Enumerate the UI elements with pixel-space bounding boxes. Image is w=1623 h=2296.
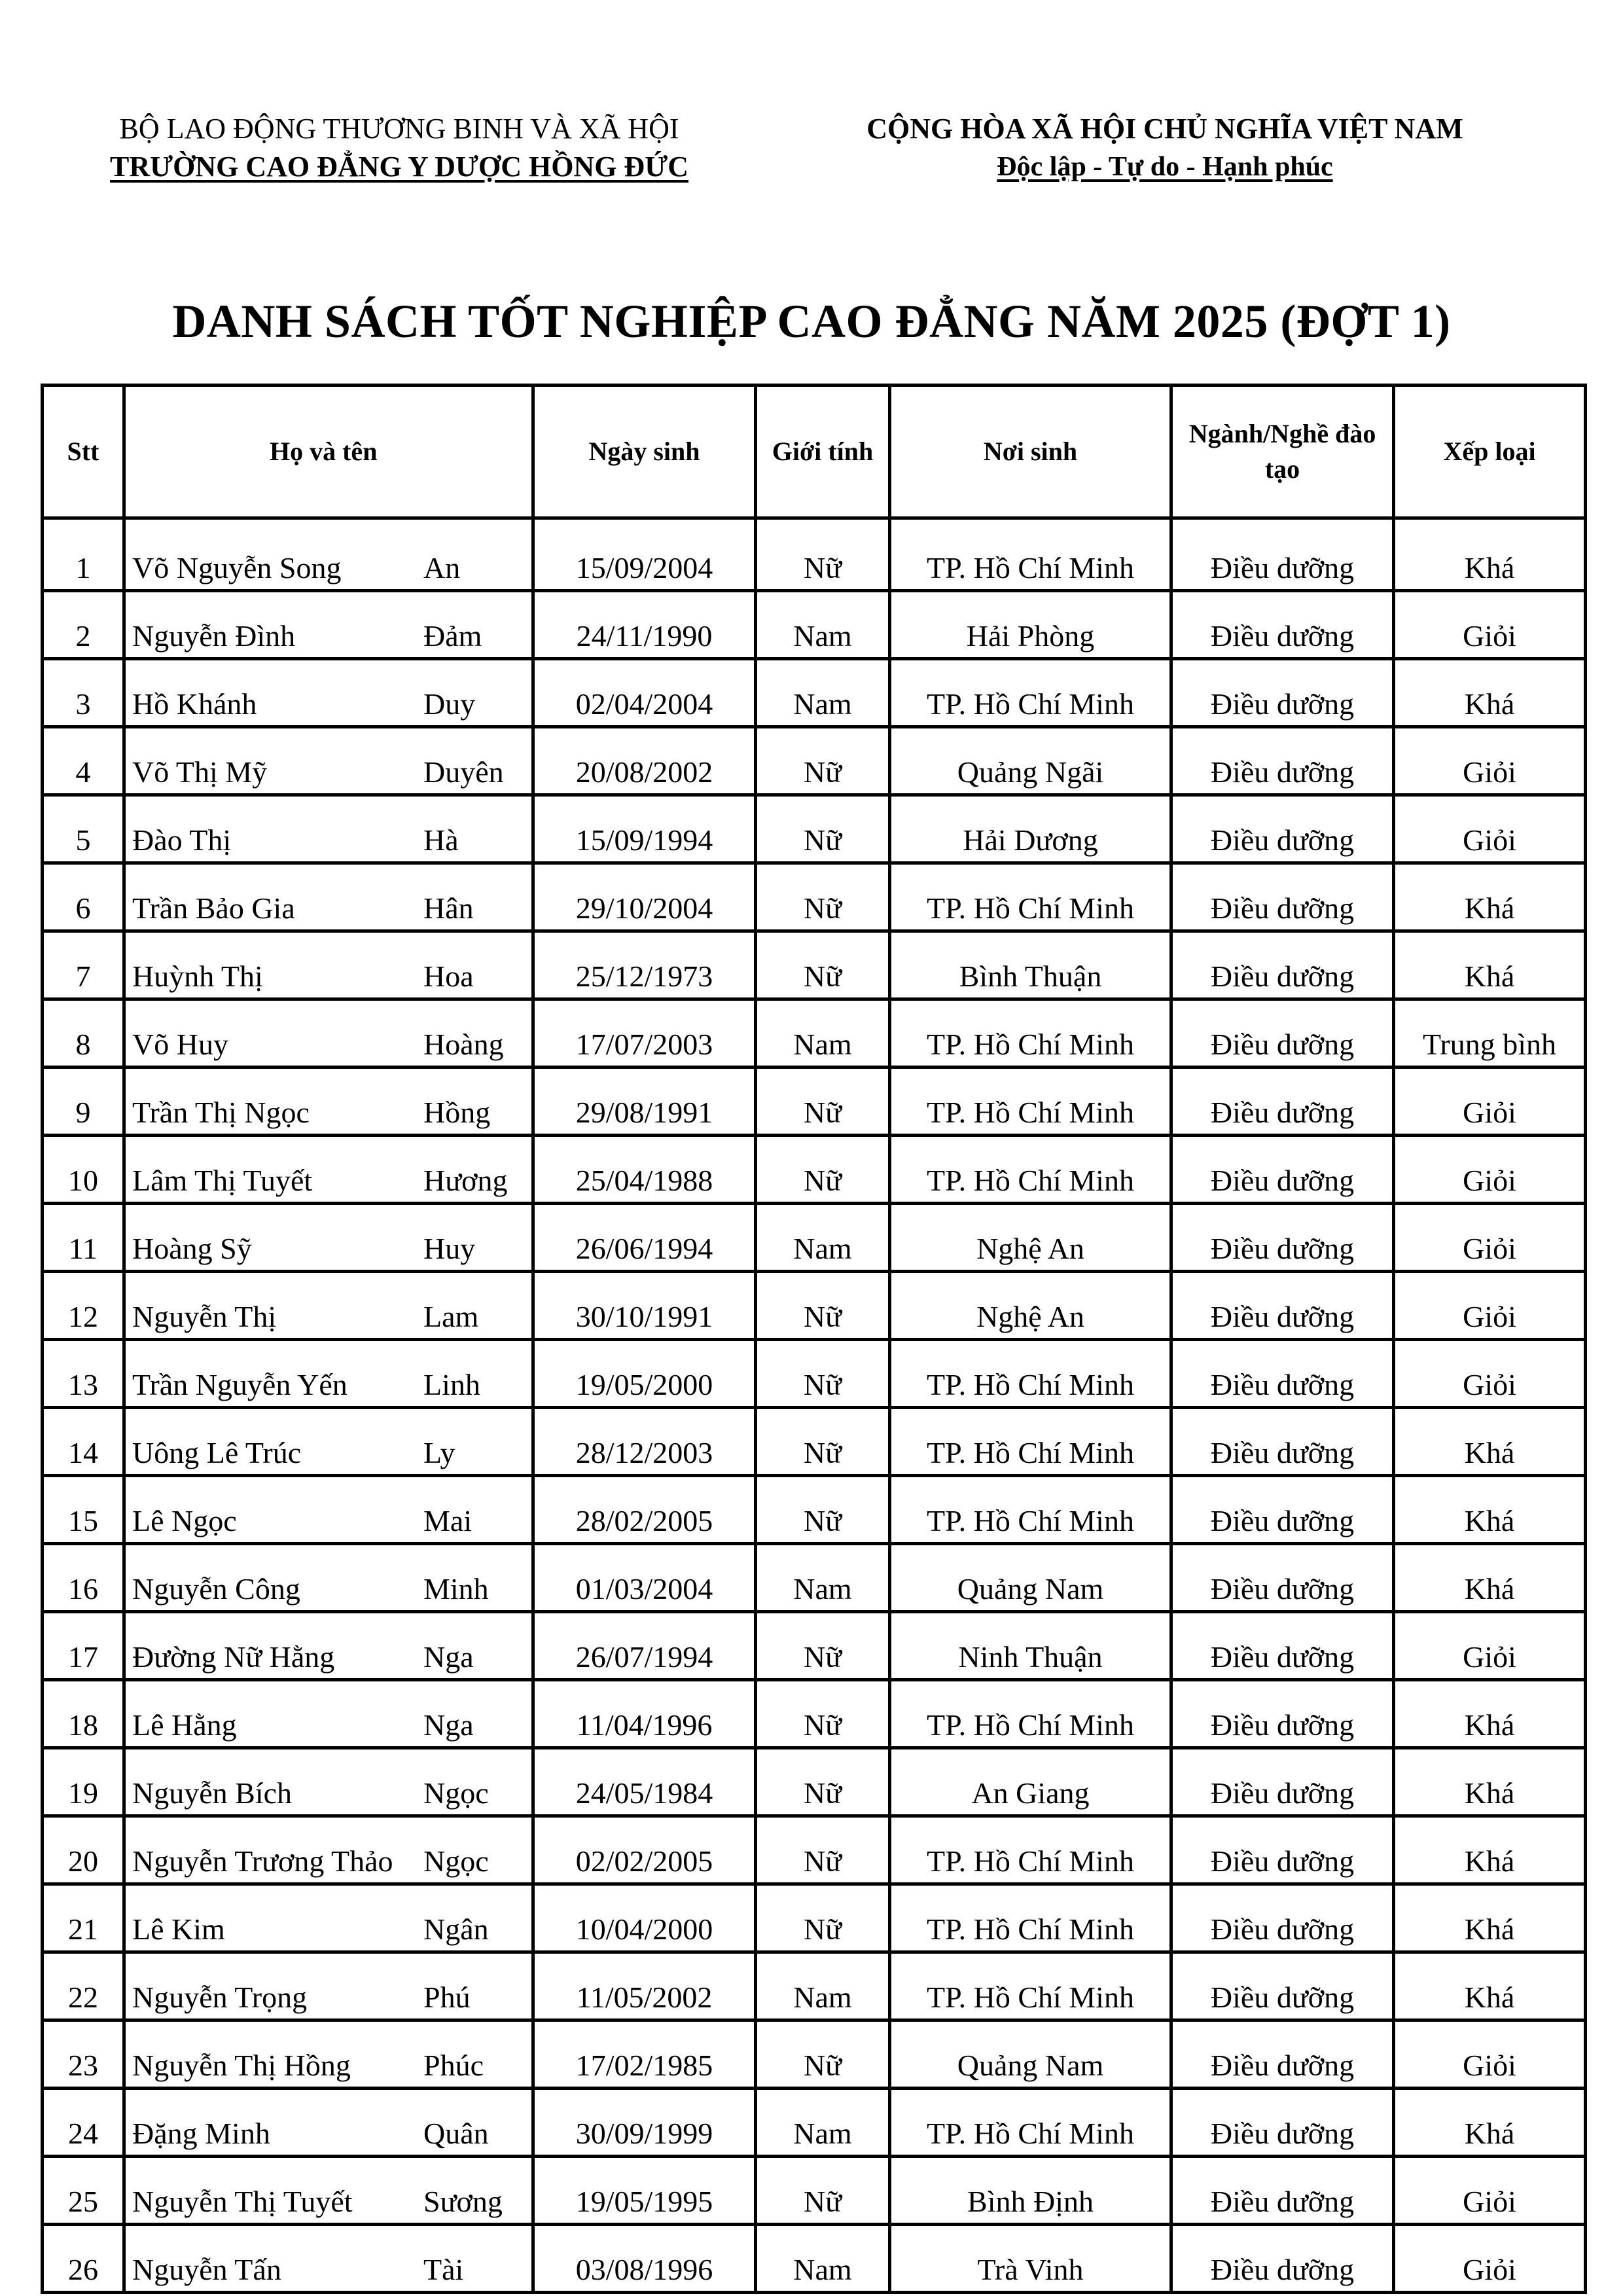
cell-dob: 25/04/1988 [533, 1136, 756, 1204]
cell-first-name: Tài [423, 2253, 464, 2286]
cell-sex: Nam [756, 1204, 890, 1272]
cell-major: Điều dưỡng [1171, 863, 1394, 931]
cell-birthplace: TP. Hồ Chí Minh [890, 1136, 1171, 1204]
national-motto: Độc lập - Tự do - Hạnh phúc [997, 152, 1333, 182]
cell-stt: 12 [43, 1272, 124, 1340]
cell-rank: Khá [1394, 2089, 1586, 2157]
cell-first-name: Minh [423, 1572, 489, 1605]
column-header-birthplace: Nơi sinh [890, 386, 1171, 518]
cell-major: Điều dưỡng [1171, 2089, 1394, 2157]
cell-last-name: Hoàng Sỹ [132, 1232, 252, 1265]
table-row [43, 1067, 1586, 1136]
cell-first-name: Mai [423, 1504, 473, 1537]
cell-dob: 29/08/1991 [533, 1067, 756, 1136]
cell-sex: Nữ [756, 2020, 890, 2089]
graduation-table [41, 384, 1587, 2294]
cell-name [124, 2089, 533, 2157]
cell-first-name: Hoa [423, 960, 474, 993]
cell-birthplace: TP. Hồ Chí Minh [890, 1816, 1171, 1884]
cell-major: Điều dưỡng [1171, 1884, 1394, 1952]
cell-sex: Nữ [756, 1476, 890, 1544]
cell-last-name: Đặng Minh [132, 2117, 270, 2150]
cell-major: Điều dưỡng [1171, 1612, 1394, 1680]
cell-last-name: Võ Thị Mỹ [132, 755, 268, 789]
cell-name [124, 863, 533, 931]
cell-sex: Nam [756, 2225, 890, 2293]
table-header-row [43, 386, 1586, 518]
cell-last-name: Nguyễn Bích [132, 1776, 293, 1810]
cell-name [124, 2020, 533, 2089]
cell-sex: Nữ [756, 1136, 890, 1204]
cell-birthplace: TP. Hồ Chí Minh [890, 1340, 1171, 1408]
cell-stt: 24 [43, 2089, 124, 2157]
cell-birthplace: Quảng Nam [890, 1544, 1171, 1612]
table-row [43, 1952, 1586, 2020]
cell-birthplace: Hải Dương [890, 795, 1171, 863]
cell-name [124, 1272, 533, 1340]
cell-first-name: Quân [423, 2117, 489, 2150]
cell-first-name: Hà [423, 823, 459, 857]
cell-major: Điều dưỡng [1171, 1067, 1394, 1136]
cell-stt: 19 [43, 1748, 124, 1816]
cell-stt: 10 [43, 1136, 124, 1204]
table-row [43, 1204, 1586, 1272]
cell-last-name: Đào Thị [132, 823, 232, 857]
cell-sex: Nữ [756, 1272, 890, 1340]
cell-first-name: Ngọc [423, 1776, 489, 1810]
cell-dob: 28/12/2003 [533, 1408, 756, 1476]
cell-name [124, 1136, 533, 1204]
cell-stt: 8 [43, 999, 124, 1067]
table-row [43, 2020, 1586, 2089]
cell-last-name: Lê Hằng [132, 1708, 237, 1742]
cell-sex: Nữ [756, 931, 890, 999]
cell-birthplace: TP. Hồ Chí Minh [890, 1884, 1171, 1952]
cell-birthplace: TP. Hồ Chí Minh [890, 999, 1171, 1067]
cell-dob: 15/09/1994 [533, 795, 756, 863]
table-row [43, 863, 1586, 931]
cell-birthplace: Nghệ An [890, 1204, 1171, 1272]
table-row [43, 1272, 1586, 1340]
cell-birthplace: Trà Vinh [890, 2225, 1171, 2293]
cell-first-name: Duyên [423, 755, 504, 789]
cell-major: Điều dưỡng [1171, 659, 1394, 727]
cell-name [124, 1816, 533, 1884]
cell-rank: Giỏi [1394, 795, 1586, 863]
cell-last-name: Hồ Khánh [132, 687, 257, 721]
column-header-stt: Stt [43, 386, 124, 518]
cell-stt: 1 [43, 518, 124, 591]
cell-major: Điều dưỡng [1171, 727, 1394, 795]
cell-first-name: Linh [423, 1368, 480, 1401]
cell-last-name: Nguyễn Trọng [132, 1981, 308, 2014]
table-row [43, 999, 1586, 1067]
cell-sex: Nữ [756, 795, 890, 863]
cell-sex: Nữ [756, 518, 890, 591]
table-row [43, 591, 1586, 659]
cell-major: Điều dưỡng [1171, 1476, 1394, 1544]
table-row [43, 1476, 1586, 1544]
cell-name [124, 795, 533, 863]
cell-dob: 17/02/1985 [533, 2020, 756, 2089]
cell-major: Điều dưỡng [1171, 1544, 1394, 1612]
cell-first-name: Lam [423, 1300, 479, 1333]
cell-major: Điều dưỡng [1171, 1408, 1394, 1476]
table-row [43, 518, 1586, 591]
cell-birthplace: Nghệ An [890, 1272, 1171, 1340]
cell-last-name: Lê Ngọc [132, 1504, 237, 1537]
cell-stt: 6 [43, 863, 124, 931]
cell-stt: 7 [43, 931, 124, 999]
cell-birthplace: TP. Hồ Chí Minh [890, 1952, 1171, 2020]
school-name: TRƯỜNG CAO ĐẲNG Y DƯỢC HỒNG ĐỨC [109, 151, 689, 183]
cell-dob: 25/12/1973 [533, 931, 756, 999]
cell-first-name: An [423, 551, 461, 584]
cell-birthplace: Bình Thuận [890, 931, 1171, 999]
cell-sex: Nam [756, 2089, 890, 2157]
cell-birthplace: TP. Hồ Chí Minh [890, 863, 1171, 931]
cell-sex: Nữ [756, 2157, 890, 2225]
cell-first-name: Huy [423, 1232, 476, 1265]
cell-major: Điều dưỡng [1171, 518, 1394, 591]
cell-last-name: Nguyễn Tấn [132, 2253, 281, 2286]
cell-birthplace: Quảng Nam [890, 2020, 1171, 2089]
table-row [43, 1884, 1586, 1952]
cell-birthplace: Quảng Ngãi [890, 727, 1171, 795]
cell-dob: 02/02/2005 [533, 1816, 756, 1884]
cell-sex: Nam [756, 1544, 890, 1612]
column-header-dob: Ngày sinh [533, 386, 756, 518]
cell-rank: Khá [1394, 1952, 1586, 2020]
cell-rank: Khá [1394, 931, 1586, 999]
cell-rank: Giỏi [1394, 2225, 1586, 2293]
cell-stt: 11 [43, 1204, 124, 1272]
cell-last-name: Nguyễn Đình [132, 619, 296, 653]
table-row [43, 2089, 1586, 2157]
cell-first-name: Đảm [423, 619, 482, 653]
cell-stt: 17 [43, 1612, 124, 1680]
cell-first-name: Sương [423, 2185, 503, 2218]
cell-dob: 24/11/1990 [533, 591, 756, 659]
cell-dob: 20/08/2002 [533, 727, 756, 795]
cell-birthplace: TP. Hồ Chí Minh [890, 1476, 1171, 1544]
cell-dob: 19/05/2000 [533, 1340, 756, 1408]
cell-last-name: Nguyễn Thị Tuyết [132, 2185, 353, 2218]
cell-stt: 18 [43, 1680, 124, 1748]
cell-major: Điều dưỡng [1171, 1680, 1394, 1748]
table-row [43, 2157, 1586, 2225]
cell-dob: 11/04/1996 [533, 1680, 756, 1748]
table-row [43, 1340, 1586, 1408]
cell-first-name: Ngân [423, 1912, 489, 1946]
cell-name [124, 1067, 533, 1136]
cell-last-name: Huỳnh Thị [132, 960, 263, 993]
cell-first-name: Nga [423, 1640, 474, 1674]
cell-rank: Giỏi [1394, 1204, 1586, 1272]
cell-name [124, 1340, 533, 1408]
column-header-major: Ngành/Nghề đào tạo [1171, 386, 1394, 518]
cell-sex: Nam [756, 999, 890, 1067]
national-name: CỘNG HÒA XÃ HỘI CHỦ NGHĨA VIỆT NAM [866, 113, 1463, 145]
cell-sex: Nam [756, 659, 890, 727]
cell-major: Điều dưỡng [1171, 1340, 1394, 1408]
cell-dob: 24/05/1984 [533, 1748, 756, 1816]
table-row [43, 1408, 1586, 1476]
cell-major: Điều dưỡng [1171, 795, 1394, 863]
cell-rank: Khá [1394, 1680, 1586, 1748]
cell-name [124, 659, 533, 727]
cell-dob: 10/04/2000 [533, 1884, 756, 1952]
cell-birthplace: Ninh Thuận [890, 1612, 1171, 1680]
cell-birthplace: TP. Hồ Chí Minh [890, 659, 1171, 727]
table-row [43, 2225, 1586, 2293]
cell-stt: 9 [43, 1067, 124, 1136]
cell-first-name: Hồng [423, 1096, 491, 1129]
cell-major: Điều dưỡng [1171, 1816, 1394, 1884]
cell-major: Điều dưỡng [1171, 2020, 1394, 2089]
cell-name [124, 1476, 533, 1544]
cell-dob: 29/10/2004 [533, 863, 756, 931]
cell-last-name: Uông Lê Trúc [132, 1436, 302, 1469]
cell-last-name: Nguyễn Thị [132, 1300, 277, 1333]
cell-stt: 16 [43, 1544, 124, 1612]
cell-dob: 19/05/1995 [533, 2157, 756, 2225]
cell-first-name: Phúc [423, 2049, 484, 2082]
cell-sex: Nữ [756, 1612, 890, 1680]
cell-birthplace: Hải Phòng [890, 591, 1171, 659]
cell-rank: Giỏi [1394, 1272, 1586, 1340]
cell-sex: Nữ [756, 1340, 890, 1408]
cell-stt: 14 [43, 1408, 124, 1476]
table-row [43, 1816, 1586, 1884]
cell-rank: Giỏi [1394, 727, 1586, 795]
cell-rank: Giỏi [1394, 1340, 1586, 1408]
cell-major: Điều dưỡng [1171, 1952, 1394, 2020]
cell-last-name: Đường Nữ Hằng [132, 1640, 335, 1674]
column-header-rank: Xếp loại [1394, 386, 1586, 518]
cell-stt: 2 [43, 591, 124, 659]
cell-rank: Khá [1394, 1816, 1586, 1884]
table-row [43, 795, 1586, 863]
cell-name [124, 1204, 533, 1272]
cell-major: Điều dưỡng [1171, 1136, 1394, 1204]
cell-dob: 17/07/2003 [533, 999, 756, 1067]
cell-stt: 5 [43, 795, 124, 863]
cell-birthplace: Bình Định [890, 2157, 1171, 2225]
cell-birthplace: TP. Hồ Chí Minh [890, 518, 1171, 591]
cell-first-name: Phú [423, 1981, 471, 2014]
cell-name [124, 999, 533, 1067]
cell-stt: 22 [43, 1952, 124, 2020]
cell-last-name: Trần Nguyễn Yến [132, 1368, 348, 1401]
cell-dob: 15/09/2004 [533, 518, 756, 591]
cell-first-name: Hương [423, 1164, 508, 1197]
cell-name [124, 1408, 533, 1476]
cell-rank: Giỏi [1394, 1136, 1586, 1204]
cell-rank: Khá [1394, 659, 1586, 727]
cell-name [124, 2157, 533, 2225]
cell-last-name: Lâm Thị Tuyết [132, 1164, 313, 1197]
cell-rank: Khá [1394, 1544, 1586, 1612]
cell-rank: Giỏi [1394, 2020, 1586, 2089]
cell-sex: Nam [756, 591, 890, 659]
cell-name [124, 1680, 533, 1748]
cell-sex: Nữ [756, 1884, 890, 1952]
cell-name [124, 1748, 533, 1816]
cell-sex: Nữ [756, 1067, 890, 1136]
cell-rank: Khá [1394, 1748, 1586, 1816]
cell-major: Điều dưỡng [1171, 591, 1394, 659]
cell-last-name: Trần Thị Ngọc [132, 1096, 310, 1129]
cell-last-name: Lê Kim [132, 1912, 225, 1946]
column-header-name: Họ và tên [124, 386, 533, 518]
cell-stt: 13 [43, 1340, 124, 1408]
cell-first-name: Nga [423, 1708, 474, 1742]
table-row [43, 1136, 1586, 1204]
cell-major: Điều dưỡng [1171, 2225, 1394, 2293]
cell-dob: 28/02/2005 [533, 1476, 756, 1544]
cell-dob: 30/10/1991 [533, 1272, 756, 1340]
cell-first-name: Duy [423, 687, 476, 721]
table-row [43, 727, 1586, 795]
cell-sex: Nam [756, 1952, 890, 2020]
cell-first-name: Ngọc [423, 1844, 489, 1878]
cell-stt: 4 [43, 727, 124, 795]
cell-birthplace: TP. Hồ Chí Minh [890, 1408, 1171, 1476]
cell-last-name: Nguyễn Công [132, 1572, 300, 1605]
cell-rank: Giỏi [1394, 1067, 1586, 1136]
cell-dob: 01/03/2004 [533, 1544, 756, 1612]
cell-major: Điều dưỡng [1171, 931, 1394, 999]
cell-name [124, 2225, 533, 2293]
cell-stt: 20 [43, 1816, 124, 1884]
cell-name [124, 727, 533, 795]
cell-rank: Giỏi [1394, 1612, 1586, 1680]
cell-dob: 26/07/1994 [533, 1612, 756, 1680]
cell-last-name: Trần Bảo Gia [132, 891, 295, 925]
cell-rank: Giỏi [1394, 2157, 1586, 2225]
cell-name [124, 1884, 533, 1952]
cell-name [124, 518, 533, 591]
cell-name [124, 1544, 533, 1612]
ministry-header [52, 110, 746, 186]
cell-rank: Khá [1394, 518, 1586, 591]
cell-birthplace: TP. Hồ Chí Minh [890, 1067, 1171, 1136]
page-title: DANH SÁCH TỐT NGHIỆP CAO ĐẲNG NĂM 2025 (ĐỢT 1) [172, 295, 1451, 348]
cell-rank: Trung bình [1394, 999, 1586, 1067]
cell-name [124, 931, 533, 999]
cell-rank: Khá [1394, 1408, 1586, 1476]
cell-dob: 02/04/2004 [533, 659, 756, 727]
cell-birthplace: An Giang [890, 1748, 1171, 1816]
cell-first-name: Hoàng [423, 1028, 504, 1061]
cell-sex: Nữ [756, 863, 890, 931]
national-header [805, 110, 1525, 186]
cell-stt: 25 [43, 2157, 124, 2225]
cell-rank: Khá [1394, 1476, 1586, 1544]
cell-last-name: Nguyễn Thị Hồng [132, 2049, 351, 2082]
column-header-sex: Giới tính [756, 386, 890, 518]
cell-dob: 11/05/2002 [533, 1952, 756, 2020]
cell-last-name: Võ Huy [132, 1028, 228, 1061]
cell-stt: 15 [43, 1476, 124, 1544]
cell-sex: Nữ [756, 727, 890, 795]
ministry-name: BỘ LAO ĐỘNG THƯƠNG BINH VÀ XÃ HỘI [119, 113, 679, 145]
table-row [43, 1544, 1586, 1612]
cell-stt: 3 [43, 659, 124, 727]
cell-rank: Khá [1394, 1884, 1586, 1952]
cell-stt: 21 [43, 1884, 124, 1952]
cell-first-name: Hân [423, 891, 474, 925]
cell-dob: 30/09/1999 [533, 2089, 756, 2157]
cell-stt: 26 [43, 2225, 124, 2293]
table-row [43, 659, 1586, 727]
cell-major: Điều dưỡng [1171, 1204, 1394, 1272]
cell-sex: Nữ [756, 1748, 890, 1816]
table-row [43, 931, 1586, 999]
cell-name [124, 591, 533, 659]
cell-last-name: Nguyễn Trương Thảo [132, 1844, 393, 1878]
cell-major: Điều dưỡng [1171, 2157, 1394, 2225]
cell-sex: Nữ [756, 1408, 890, 1476]
table-row [43, 1612, 1586, 1680]
cell-name [124, 1612, 533, 1680]
cell-birthplace: TP. Hồ Chí Minh [890, 1680, 1171, 1748]
cell-dob: 26/06/1994 [533, 1204, 756, 1272]
cell-rank: Khá [1394, 863, 1586, 931]
table-row [43, 1748, 1586, 1816]
cell-major: Điều dưỡng [1171, 999, 1394, 1067]
cell-rank: Giỏi [1394, 591, 1586, 659]
cell-name [124, 1952, 533, 2020]
cell-first-name: Ly [423, 1436, 455, 1469]
cell-major: Điều dưỡng [1171, 1272, 1394, 1340]
cell-last-name: Võ Nguyễn Song [132, 551, 342, 584]
cell-stt: 23 [43, 2020, 124, 2089]
table-row [43, 1680, 1586, 1748]
cell-sex: Nữ [756, 1816, 890, 1884]
cell-birthplace: TP. Hồ Chí Minh [890, 2089, 1171, 2157]
cell-dob: 03/08/1996 [533, 2225, 756, 2293]
cell-sex: Nữ [756, 1680, 890, 1748]
cell-major: Điều dưỡng [1171, 1748, 1394, 1816]
